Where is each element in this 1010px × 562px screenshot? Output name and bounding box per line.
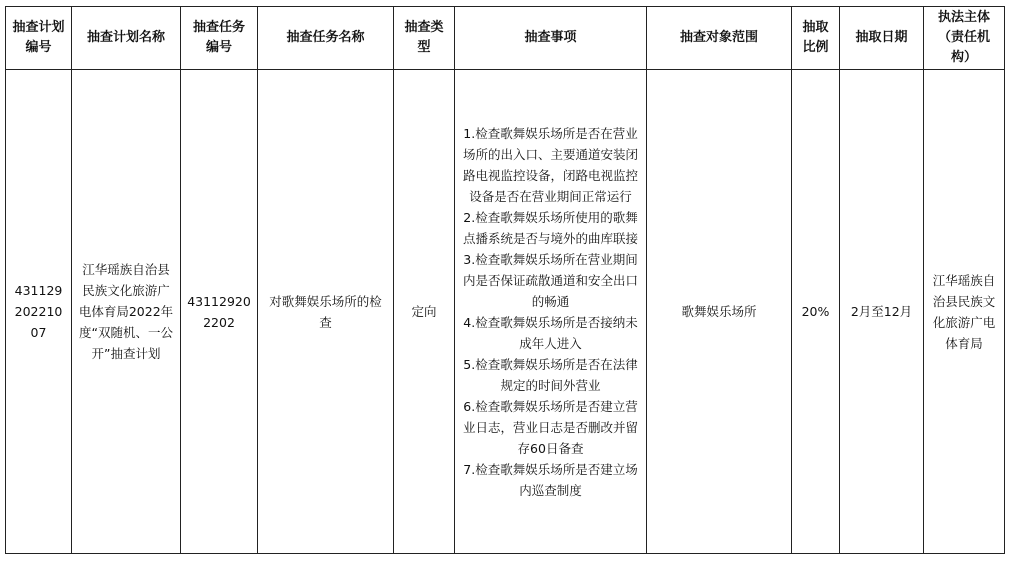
header-date: 抽取日期 xyxy=(840,7,924,70)
cell-scope: 歌舞娱乐场所 xyxy=(647,70,792,554)
inspection-item: 4.检查歌舞娱乐场所是否接纳未成年人进入 xyxy=(463,314,638,351)
inspection-plan-table xyxy=(5,6,1005,554)
cell-ratio: 20% xyxy=(792,70,840,554)
cell-task-no: 431129202202 xyxy=(181,70,258,554)
inspection-item: 3.检查歌舞娱乐场所在营业期间内是否保证疏散通道和安全出口的畅通 xyxy=(462,251,638,309)
header-items: 抽查事项 xyxy=(455,7,647,70)
cell-date: 2月至12月 xyxy=(840,70,924,554)
header-plan-no: 抽查计划编号 xyxy=(6,7,72,70)
inspection-item: 5.检查歌舞娱乐场所是否在法律规定的时间外营业 xyxy=(463,356,638,393)
cell-type: 定向 xyxy=(394,70,455,554)
header-task-name: 抽查任务名称 xyxy=(258,7,394,70)
header-ratio: 抽取比例 xyxy=(792,7,840,70)
inspection-item: 7.检查歌舞娱乐场所是否建立场内巡查制度 xyxy=(463,461,638,498)
header-row xyxy=(6,7,1005,70)
cell-agency: 江华瑶族自治县民族文化旅游广电体育局 xyxy=(924,70,1005,554)
cell-items xyxy=(455,70,647,554)
header-agency: 执法主体（责任机构） xyxy=(924,7,1005,70)
header-scope: 抽查对象范围 xyxy=(647,7,792,70)
inspection-item: 2.检查歌舞娱乐场所使用的歌舞点播系统是否与境外的曲库联接 xyxy=(462,209,638,246)
cell-task-name: 对歌舞娱乐场所的检查 xyxy=(258,70,394,554)
header-task-no: 抽查任务编号 xyxy=(181,7,258,70)
header-plan-name: 抽查计划名称 xyxy=(72,7,181,70)
inspection-item: 1.检查歌舞娱乐场所是否在营业场所的出入口、主要通道安装闭路电视监控设备，闭路电视监控设备是否在营业期间正常运行 xyxy=(462,125,638,204)
table-row xyxy=(6,70,1005,554)
header-type: 抽查类型 xyxy=(394,7,455,70)
cell-plan-no: 43112920221007 xyxy=(6,70,72,554)
inspection-item: 6.检查歌舞娱乐场所是否建立营业日志，营业日志是否删改并留存60日备查 xyxy=(462,398,638,456)
cell-plan-name: 江华瑶族自治县民族文化旅游广电体育局2022年度“双随机、一公开”抽查计划 xyxy=(72,70,181,554)
